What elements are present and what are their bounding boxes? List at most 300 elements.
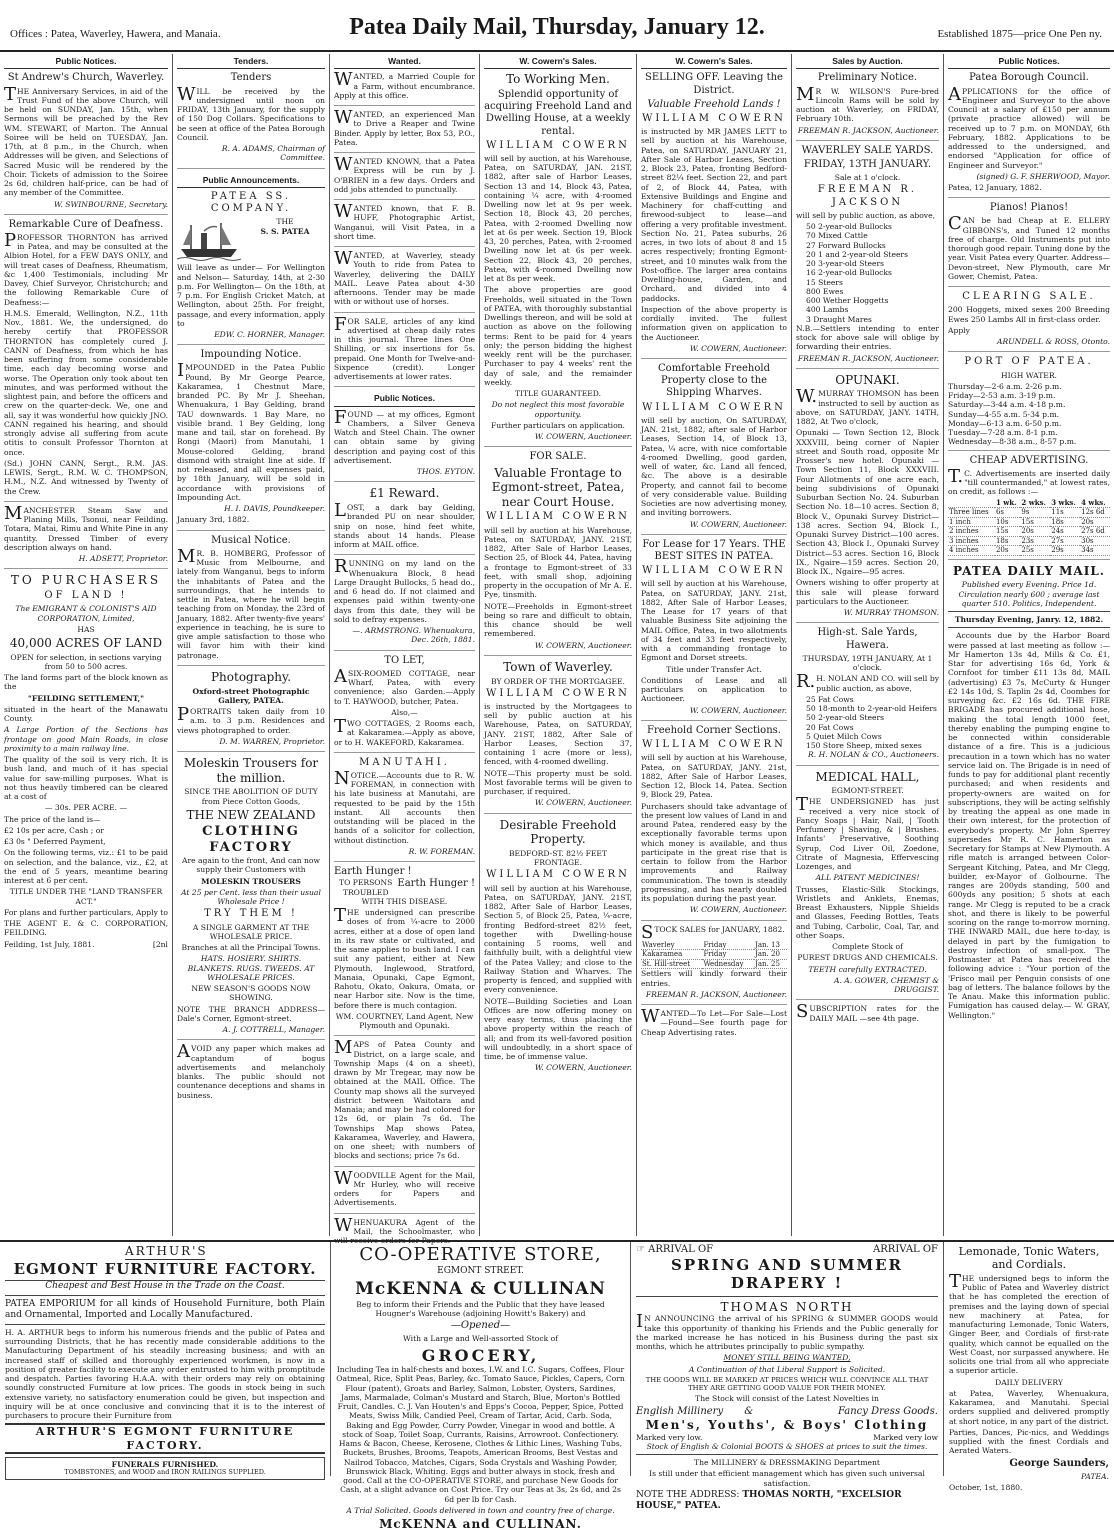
sale-body: is instructed by the Mortgagees to sell by public auction at his Warehouse, Patea, on SATURDAY, JANY. 21ST, 1882, After Sale of Harbor Leases, Section 37, containing 1 acre (more or less), fenced, with 4-roomed dwelling. (484, 701, 632, 767)
opunaki-title: OPUNAKI. (835, 372, 900, 387)
sale-body: will sell by auction at his Warehouse, Patea, on SATURDAY, JANY. 21ST, 1882, After Sale of Harbor Leases, Section 5, of Block 25, Patea, ¼-acre, fronting Bedford-street 82½ feet, together with Dwelling-house containing 5 rooms, well and faithfully built, with a delightful view of the Patea Valley; and close to the Railway Station and Wharves. The property is fenced, and supplied with every convenience. (484, 883, 632, 995)
church-signature: W. SWINBOURNE, Secretary. (53, 199, 168, 209)
wanted-4 (334, 201, 475, 247)
owners-note: Owners wishing to offer property at this sale will please forward particulars to the Auctioneer. (796, 578, 939, 606)
tide-line: Sunday—4-55 a.m. 5-34 p.m. (948, 409, 1060, 419)
valuable-freehold: Valuable Freehold Lands ! (647, 98, 781, 110)
sale-body: will sell by auction at his Warehouse, Patea, on SATURDAY, JANY. 21st, 1882, After Sale of Harbor Leases, Section 12, Block 14, Patea. Section 9, Block 29, Patea. (641, 753, 787, 800)
masthead-title: Patea Daily Mail, Thursday, January 12. (349, 14, 765, 40)
top-columns (0, 54, 1114, 1246)
table-cell: 20s (1020, 527, 1050, 537)
ship-the: THE (276, 217, 294, 227)
column-head: Sales by Auction. (796, 54, 939, 69)
purchasers-subtitle: OF LAND ! (44, 590, 128, 602)
maps-notice (334, 1037, 475, 1166)
trusses: Trusses, Elastic-Silk Stockings, Wristlets and Anklets, Enemas, Breast Exhausters, Nipple Shields and Glasses, Feeding Bottles, Teats and Tubing, Carbolic, Coal, Tar, and other Soaps. (796, 884, 939, 940)
nolan-signature: R. H. NOLAN & CO., Auctioneers. (808, 750, 939, 760)
feilding-code: [2nl (152, 939, 168, 949)
divider (5, 1324, 325, 1325)
emigrant-has: HAS (77, 624, 95, 634)
frj-body: will sell by public auction, as above, (796, 210, 936, 220)
table-cell: 6s (995, 508, 1020, 518)
table-cell: 10s (995, 517, 1020, 527)
for-sale-rates (334, 313, 475, 388)
cottage-body: ASIX-ROOMED COTTAGE, near Wharf, Patea, with every convenience; also Garden.—Apply to T. HAYWOOD, butcher, Patea. (334, 665, 475, 706)
marked-right: Marked very low (873, 1432, 938, 1442)
store-beg: Beg to inform their Friends and the Public that they have leased Hougner's Warehouse (adjoining Howitt's Bakery) and (356, 1299, 605, 1318)
masthead-established: Established 1875—price One Pen ny. (937, 28, 1102, 40)
public-notices-head: Public Notices. (334, 391, 475, 406)
auctioneer-name: WILLIAM COWERN (642, 112, 786, 124)
price-cash: £2 10s per acre, Cash ; or (4, 825, 104, 835)
auctioneer-name: WILLIAM COWERN (486, 511, 630, 523)
column-head: Public Notices. (4, 54, 168, 69)
clearing-sale-notice (948, 291, 1110, 352)
deafness-signed: (Sd.) JOHN CANN, Sergt., R.M. JAS. LEWIS, Sergt., R.M. W. C. THOMPSON, H.M., N.Z. And witnessed by Twenty of the Crew. (4, 458, 168, 496)
address: THOMAS NORTH, "EXCELSIOR HOUSE," PATEA. (636, 1489, 902, 1511)
fielding-settlement: "FEILDING SETTLEMENT," (27, 693, 145, 703)
auctioneer-name: WILLIAM COWERN (642, 739, 786, 751)
running-signature: —. ARMSTRONG. Whenuakura, Dec. 26th, 1881. (352, 626, 475, 645)
price-deferred: £3 0s " Deferred Payment, (4, 837, 106, 847)
tide-list (948, 382, 1110, 447)
preliminary-notice (796, 72, 939, 140)
church-body: THE Anniversary Services, in aid of the Trust Fund of the above Church, will be held on SUNDAY, Jan. 15th, when Sermons will be preached by the Rev WM. STEWART, of Marton. The Annual Soiree will be held on TUESDAY, Jan. 17th, at 8 p.m., in the Church, when Addresses will be given, and Selections of Sacred Music will be rendered by the Choir. Tickets of admission to the Soiree 2s 6d, children half-price, can be had of any member of the Committee. (4, 83, 168, 198)
table-cell: Jan. 25 (754, 959, 787, 969)
to-let-title: TO LET, (384, 654, 425, 666)
table-cell: 27s 6d (1080, 527, 1110, 537)
saunders-place: PATEA. (1081, 1471, 1109, 1481)
column-sales-by-auction (791, 54, 943, 1236)
arthur-body: H. A. ARTHUR begs to inform his numerous friends and the public of Patea and surrounding Districts, that he has recently made considerable additions to the Manufacturing Department of his steadily increasing business; and with an increased staff of skilled and thoroughly experienced workmen, is now in a position of greater facility to execute any order entrusted to him with promptitude and despatch. Parties favoring H.A.A. with their orders may rely on obtaining soundly constructed Furniture at low prices. The goods in stock being in such extensive variety, no satisfactory enumeration could be given, but inspection and inquiry will be at once conclusive and convincing that it is to the interest of purchasers to procure their Furniture from (5, 1327, 325, 1421)
photography-title: Photography. (210, 669, 292, 684)
impounding-body: IMPOUNDED in the Patea Public Pound, By Mr George Pearce, Kakaramea, 1 Chestnut Mare, branded PC. By Mr J. Sheehan, Whenuakura, 1 Bay Gelding, brand TAU downwards. 1 Bay Mare, no visible brand. 1 Bey Gelding, long mane and tail, star on forehead. By Rongi (Maori) from Manutahi, 1 Mouse-colored Gelding, brand dismond with straight line at side. If not released, and all expenses paid, by 18th January, will be sold in accordance with provisions of Impounding Act. (177, 360, 325, 502)
maps-body: MAPS of Patea County and District, on a large scale, and Township Maps (4 on a sheet), drawn by Mr Tregear, may now be obtained at the MAIL Office. The County map shows all the surveyed district between Waitotara and Manaia; and may be had colored for 12s 6d, or plain 7s 6d. The Townships Map shows Patea, Kakaramea, Waverley, and Hawera, on one sheet; with numbers of blocks and sections; price 7s 6d. (334, 1037, 475, 1161)
divider (636, 1454, 938, 1455)
cheap-adv-title: CHEAP ADVERTISING. (969, 454, 1089, 466)
divider (948, 611, 1110, 612)
working-men-title: To Working Men. (506, 72, 610, 87)
ship-name: S. S. PATEA (260, 226, 310, 236)
clearing-title: CLEARING SALE. (962, 291, 1096, 303)
high-water: HIGH WATER. (1001, 370, 1057, 380)
deafness-title: Remarkable Cure of Deafness. (8, 218, 164, 230)
stock-sales-table (641, 941, 787, 970)
working-men-sale (484, 72, 632, 447)
to-let-notice (334, 655, 475, 753)
table-cell: Three lines (948, 508, 995, 518)
ship-schedule: Will leave as under— For Wellington and Nelson— Saturday, 14th, at 2-30 p.m. For Wellington— On the 18th, at 7 p.m. For English Cricket Match, at Wellington, about 25th. For freight, passage, and every information, apply to (177, 263, 325, 328)
waverley-yards-title: WAVERLEY SALE YARDS. (801, 144, 934, 156)
continuation: A Continuation of that Liberal Support is Solicited. (688, 1364, 886, 1374)
thomson-body: W.MURRAY THOMSON has been instructed to sell by auction as above, on SATURDAY, JANY. 14TH, 1882, At Two o'clock, (796, 386, 939, 427)
moleskin-trousers: MOLESKIN TROUSERS (201, 876, 301, 886)
ad-cooperative-store (330, 1242, 630, 1532)
table-header-cell (948, 499, 995, 508)
avoid-notice (177, 1041, 325, 1105)
manager: A. J. COTTRELL, Manager. (222, 1025, 325, 1035)
land-purchasers-notice (4, 573, 168, 953)
cowern-signature: W. COWERN, Auctioneer. (534, 1063, 632, 1073)
lease-title: For Lease for 17 Years. THE BEST SITES IN PATEA. (642, 538, 786, 563)
found-signature: THOS. EYTON. (416, 467, 475, 477)
pdm-sub: Published every Evening. Price 1d. Circulation nearly 600 ; average last quarter 510. Politics, Independent. (958, 580, 1100, 608)
photography-signature: D. M. WARREN, Proprietor. (219, 736, 325, 746)
column-tenders (172, 54, 329, 1236)
auctioneer-name: WILLIAM COWERN (486, 869, 630, 881)
stock-line: 3 Draught Mares (806, 314, 872, 324)
for-sale-title: FOR SALE. (529, 451, 587, 463)
daily-mail-editorial (948, 564, 1110, 1025)
manutahi-title: MANUTAHI. (359, 756, 450, 768)
cowern-signature: W. COWERN, Auctioneer. (534, 432, 632, 442)
arundell-signature: ARUNDELL & ROSS, Otonto. (997, 337, 1110, 347)
feilding-date-text: Feilding, 1st July, 1881. (4, 939, 95, 949)
moleskin-sell: Are again to the front, And can now supply their Customers with (181, 856, 321, 875)
manutahi-signature: R. W. FOREMAN. (408, 846, 475, 856)
address-line (636, 1490, 938, 1512)
ad-lemonade (943, 1242, 1114, 1492)
stock-sales (641, 921, 787, 1006)
jackson-signature: FREEMAN R. JACKSON, Auctioneer. (645, 989, 787, 999)
sale-time: Sale at 1 o'clock. (834, 173, 901, 183)
soil-note: The quality of the soil is very rich. It is bush land, and much of it has special value for saw-milling purposes. What is not thus heavily timbered can be cleared at a cost of (4, 755, 168, 802)
moleskin-title: Moleskin Trousers for the million. (183, 756, 319, 785)
cowern-signature: W. COWERN, Auctioneer. (689, 905, 787, 915)
stock-line: 50 2-year-old Bullocks (806, 222, 892, 232)
earth-hunger-titles (334, 866, 475, 890)
auctioneer-name: WILLIAM COWERN (642, 565, 786, 577)
stock-line: 800 Ewes (806, 286, 844, 296)
auctioneer-name: WILLIAM COWERN (642, 401, 786, 413)
running-body: RUNNING on my land on the Whenuakura Block, 8 head Large Draught Bullocks, 5 head do., and 6 head do. If not claimed and expenses paid within twenty-one days from this date, they will be sold to defray expenses. (334, 556, 475, 624)
thursday-date: THURSDAY, 19TH JANUARY, At 1 o'clock. (802, 653, 933, 673)
port-notice (948, 356, 1110, 450)
sale-body: will sell by auction, On SATURDAY, JAN. 21st, 1882, after sale of Harbor Leases, Section 14, of Block 13, Patea, ¼ acre, with nice comfortable 4-roomed Dwelling, good garden, well of water, &c. Land all fenced, &c. The above is a desirable Property, and cannot fail to become of very considerable value. Building Societies are now advertising money, and inviting borrowers. (641, 415, 787, 518)
tenders-notice (177, 72, 325, 168)
wanted-let-notice (641, 1006, 787, 1042)
marked-line (636, 1433, 938, 1442)
corner-title: Freehold Corner Sections. (647, 724, 781, 736)
saunders-date: October, 1st, 1880. (949, 1483, 1023, 1492)
wanted-text: WANTED KNOWN, that a Patea Express will be run by J. O'BRIEN in a few days. Orders and odd jobs attended to punctually. (334, 154, 475, 194)
table-cell: 27s (1050, 536, 1080, 546)
table-cell: 23s (1020, 536, 1050, 546)
money-wanted: MONEY STILL BEING WANTED, (723, 1353, 851, 1363)
hand-icon: ☞ (636, 1244, 645, 1255)
clearing-apply: Apply (948, 325, 970, 335)
wanted-text: WANTED, at Waverley, steady Youth to ride from Patea to Waverley, delivering the DAILY MAIL. Leave Patea about 4-30 afternoons. Tender may be made with or without use of horses. (334, 248, 475, 307)
table-cell: 9s (1020, 508, 1050, 518)
table-cell: Friday (702, 950, 754, 960)
open-selection: OPEN for selection, in sections varying from 50 to 500 acres. (10, 652, 162, 671)
tide-line: Wednesday—8-38 a.m., 8-57 p.m. (948, 437, 1077, 447)
complete-stock: Complete Stock of (832, 942, 903, 952)
lease-sale (641, 539, 787, 721)
impounding-notice (177, 349, 325, 530)
masthead (0, 0, 1114, 52)
stock-line: 50 2-year-old Steers (806, 713, 885, 723)
column-head: W. Cowern's Sales. (641, 54, 787, 69)
purchasers-title: TO PURCHASERS (10, 573, 162, 588)
medical-hall-notice (796, 770, 939, 1001)
ship-company: PATEA SS. COMPANY. (210, 190, 292, 215)
boots-note: Stock of English & Colonial BOOTS & SHOES at prices to suit the times. (646, 1441, 928, 1451)
management-note: Is still under that efficient management which has given such universal satisfaction. (649, 1469, 925, 1488)
stock-list (796, 222, 939, 324)
comfortable-freehold-sale (641, 363, 787, 535)
cheapest: Cheapest and Best House in the Trade on the Coast. (45, 1280, 285, 1291)
title-act: TITLE UNDER THE "LAND TRANSFER ACT." (9, 887, 163, 906)
avoid-body: AVOID any paper which makes ad captandum of bogus advertisements and melancholy blanks. The public should not countenance deceptions and shams in business. (177, 1041, 325, 1100)
thomson-signature: W. MURRAY THOMSON. (843, 608, 939, 618)
store-name: CO-OPERATIVE STORE, (359, 1244, 602, 1265)
opunaki-sale (796, 373, 939, 624)
table-cell: Jan. 13 (754, 941, 787, 950)
woodville-body: WOODVILLE Agent for the Mail, Mr Hurley, who will receive orders for Papers and Advertisements. (334, 1167, 475, 1208)
found-body: FOUND — at my offices, Egmont Chambers, a Silver Geneva Watch and Steel Chain. The owner can obtain same by giving description and paying cost of this advertisement. (334, 406, 475, 465)
purest-drugs: PUREST DRUGS AND CHEMICALS. (797, 953, 938, 963)
factory-banner: EGMONT FURNITURE FACTORY. (5, 1260, 325, 1281)
port-title: PORT OF PATEA. (964, 356, 1094, 368)
moleskin-price: At 25 per Cent. less than their usual Wholesale Price ! (181, 887, 321, 907)
stock-sales-title: STOCK SALES for JANUARY, 1882. (641, 921, 785, 943)
tombstones: TOMBSTONES, and WOOD and IRON RAILINGS SUPPLIED. (64, 1468, 266, 1477)
council-title: Patea Borough Council. (969, 72, 1089, 84)
reward-title: £1 Reward. (369, 486, 440, 501)
daily-body: at Patea, Waverley, Whenuakura, Kakaramea, and Manutahi. Special orders supplied and delivered promptly at short notice, in any part of the district. (949, 1388, 1109, 1426)
lemonade-body: THE undersigned begs to inform the Public of Patea and Waverley district that he has completed the erection of premises and the laying down of special new machinery at Patea, for manufacturing Lemonade, Tonic Waters, Ginger Beer, and Cordials of first-rate quality, which cannot be equalled on the West Coast, nor surpassed anywhere. He solicits one trial from all who appreciate a superior article. (949, 1270, 1109, 1376)
table-header-cell: 2 wks. (1020, 499, 1050, 508)
goods-line (636, 1406, 938, 1418)
table-cell: 3 inches (948, 536, 995, 546)
found-notice (334, 406, 475, 483)
medical-body: THE UNDERSIGNED has just received a very nice stock of Fancy Soaps | Hair, Nail, | Tooth Perfumery | Shaving, & | Brushes. Infants' Preservative, Soothing Syrup, Cod Liver Oil, Zoedone, Citrate of Magnesia, Effervescing Lozenges, and (796, 794, 939, 872)
highst-title: High-st. Sale Yards, Hawera. (817, 627, 918, 651)
new-zealand: THE NEW ZEALAND (186, 807, 316, 822)
table-row (641, 959, 787, 969)
table-row (641, 941, 787, 950)
saunders-signature: George Saunders, (1009, 1457, 1109, 1469)
divider (5, 1295, 325, 1296)
ad-thomas-north (630, 1242, 943, 1511)
stock-line: 50 18-month to 2-year-old Heifers (806, 704, 937, 714)
per-acre: — 30s. PER ACRE. — (44, 803, 128, 813)
wanted-text: WANTED, a Married Couple for a Farm, without encumbrance. Apply at this office. (334, 69, 475, 100)
sale-body: is instructed by MR JAMES LETT to sell by auction at his Warehouse, Patea, on SATURDAY, JANUARY 21, After Sale of Harbor Leases, Section 2, Block 23, Patea, fronting Bedford-street 82¼ feet. Section 22, and part of 2, of Block 44, Patea, with Extensive Buildings and Engine and Machinery for chaff-cutting and firewood-subject to lease—and offering a very profitable investment. Section No. 21, Patea suburbs, 26 acres, in two lots of about 8 and 15 acres respectively; fronting Egmont-street, and 10 minutes walk from the Post-office. The larger area contains Dwelling-house, Garden, and Orchard, and divided into 4 paddocks. (641, 127, 787, 303)
divider (636, 1296, 938, 1297)
table-cell: 20s (1080, 517, 1110, 527)
table-row (948, 508, 1110, 518)
divider (948, 627, 1110, 628)
auctioneer-name: FREEMAN R. JACKSON (817, 184, 918, 208)
bottom-ads (0, 1240, 1114, 1532)
owners-names: McKENNA & CULLINAN (355, 1278, 606, 1299)
friday-date: FRIDAY, 13TH JANUARY. (803, 158, 932, 170)
impounding-title: Impounding Notice. (200, 349, 302, 361)
marked-left: Marked very low. (636, 1432, 703, 1442)
table-cell: 34s (1080, 546, 1110, 556)
ad-arthurs-furniture (0, 1242, 330, 1476)
emporium: PATEA EMPORIUM for all kinds of Household Furniture, both Plain and Ornamental, Imported and Locally Manufactured. (5, 1298, 325, 1320)
waverley-sale (484, 660, 632, 814)
editorial-body: Accounts due by the Harbor Board were passed at last meeting as follow :— Mr Hamerton 13s 4d, Mills & Co. £1, Star for advertising 16s 6d, York & Cornfoot for timber £11 13s 8d, MAIL (advertising) £3 7s, McCurty & Hunger £2 14s 10d, S. Taplin 2s 4d, Coombes for surveying &c. £2 16s 6d. THE FIRE BRIGADE has procured additional hose, making the total length 1000 feet, thereby enabling the pumping engine to be connected within considerable distance of a fire. This is a judicious precaution in a town which has no water service laid on. The Brigade is in need of funds to pay for additional plant recently purchased; and when residents and property-owners are waited on for subscriptions, they will be acting selfishly by treating the appeal as one made in their own interest, for the protection of everybody's property. Mr John Sperrey supersedes Mr R. C. Hamerton as Secretary for Stamps at New Plymouth. A rifle match is arranged between Color-Sergeant Kitching, Patea, and Mr Clegg, builder, ex-Mayor of Golbourne. The ranges are 200yds standing, 500 and 600yds any position; 5 shots at each range. Mr Clegg is reputed to be a crack shot, and there is likely to be powerful scoring on the range to-morrow morning. THE INWARD MAIL, due here to-day, is delayed in part by the fumigation to destroy infection of small-pox. The Postmaster at Patea has received the following advice : "Your portion of the 'Frisco mail per Penguin consists of one bag of letters. The balance follows by the Te Anau. Make this information public. Fumigation has caused delay.— W. GRAY, Wellington." (948, 631, 1110, 1020)
cowern-signature: W. COWERN, Auctioneer. (534, 798, 632, 808)
table-row (948, 546, 1110, 556)
grocery: GROCERY, (421, 1345, 540, 1365)
fancy-goods: Fancy Dress Goods. (838, 1405, 938, 1417)
auctioneer-name: WILLIAM COWERN (486, 139, 630, 151)
lost-body: LOST, a dark bay Gelding, branded PU on near shoulder, snip on nose, hind feet white, stands about 14 hands. Please inform at MAIL office. (334, 500, 475, 550)
pianos-notice (948, 202, 1110, 287)
table-row (948, 536, 1110, 546)
table-header-cell: 3 wks. (1050, 499, 1080, 508)
mortgagee-order: BY ORDER OF THE MORTGAGEE. (491, 676, 625, 686)
sale-body: will sell by auction at his Warehouse, Patea, on SATURDAY, JANY. 21ST, 1882, After Sale of Harbor Leases, Section 25, of Block 44, Patea, having a frontage to Egmont-street of 33 feet, with small shop, adjoining property in the occupation of Mr A. E. Pye, tinsmith. (484, 525, 632, 600)
branch-address: NOTE THE BRANCH ADDRESS— Dale's Corner, Egmont-street. (177, 1004, 325, 1023)
tide-line: Friday—2-53 a.m. 3-19 p.m. (948, 391, 1056, 401)
church-notice (4, 72, 168, 214)
funerals: FUNERALS FURNISHED. (111, 1460, 219, 1470)
tide-line: Tuesday—7-28 a.m. 8-1 p.m. (948, 428, 1058, 438)
table-cell: Waverley (641, 941, 702, 950)
impounding-signature: H. I. DAVIS, Poundkeeper. (224, 504, 325, 514)
ampersand: & (744, 1405, 754, 1417)
wilson-body: MR W. WILSON'S Pure-bred Lincoln Rams will be sold by auction at Waverley, on FRIDAY, February 10th. (796, 83, 939, 124)
payment-terms: On the following terms, viz.: £1 to be paid on selection, and the balance, viz., £2, at the end of 5 years, meantime bearing interest at 6 per cent. (4, 848, 168, 886)
nolan-body: R.H. NOLAN AND CO. will sell by public auction, as above, (796, 671, 939, 693)
tenders-title: Tenders (230, 72, 272, 84)
wanted-let-body: WANTED—To Let—For Sale—Lost—Found—See fourth page for Cheap Advertising rates. (641, 1006, 787, 1037)
english-millinery: English Millinery (636, 1405, 724, 1417)
wanted-1 (334, 69, 475, 106)
clothing-factory: CLOTHING FACTORY (202, 824, 300, 856)
table-cell: Friday (702, 941, 754, 950)
conditions: Conditions of Lease and all particulars on application to Auctioneer. (641, 675, 787, 704)
two-cottages-body: TWO COTTAGES, 2 Rooms each, at Kakaramea.—Apply as above, or to H. WAKEFORD, Kakaramea. (334, 716, 475, 747)
saw-mill-notice (4, 502, 168, 570)
running-notice (334, 556, 475, 650)
earth-hunger-title-2: Earth Hunger ! (397, 878, 475, 890)
stock-line: 400 Lambs (806, 305, 849, 315)
sale-note: Purchasers should take advantage of the present low values of Land in and around Patea, rendered easy by the exceptionally favorable terms upon which money is available, and thus participate in the great rise that is certain to follow from the Harbor improvements and Railway communication. The town is steadily progressing, and has nearly doubled its population during the past year. (641, 801, 787, 904)
medical-street: EGMONT-STREET. (831, 786, 904, 796)
stock-line: 25 Fat Cows (806, 694, 854, 704)
pdm-title: PATEA DAILY MAIL. (953, 563, 1105, 578)
stock-line: 70 Mixed Cattle (806, 231, 868, 241)
waverley-title: Town of Waverley. (503, 659, 613, 674)
jackson-signature: FREEMAN R. JACKSON, Auctioneer. (797, 353, 939, 363)
manutahi-body: NOTICE.—Accounts due to R. W. FOREMAN, in connection with his late business at Manutahi, are requested to be paid by the 15th instant. All accounts then outstanding will be placed in the hands of a solicitor for collection, without distinction. (334, 767, 475, 845)
single-garment: A SINGLE GARMENT AT THE WHOLESALE PRICE. (192, 922, 310, 941)
whenuakura-body: WHENUAKURA Agent of the Mail, the Schoolmaster, who will receive orders for Papers. (334, 1214, 475, 1246)
north-name: THOMAS NORTH (720, 1299, 854, 1314)
further-particulars: Further particulars on application. (491, 420, 625, 430)
apply-to: For plans and further particulars, Apply to (4, 907, 168, 917)
waverley-yards-sale (796, 145, 939, 369)
tide-line: Thursday—2-6 a.m. 2-26 p.m. (948, 381, 1062, 391)
stock-line: 16 2-year-old Bullocks (806, 268, 892, 278)
musical-title: Musical Notice. (211, 534, 291, 546)
sale-note: Inspection of the above property is cordially invited. The fullest information given on application to the Auctioneer. (641, 304, 787, 342)
emigrant-corp: The EMIGRANT & COLONIST'S AID CORPORATION, Limited, (15, 604, 157, 623)
lemonade-title: Lemonade, Tonic Waters, and Cordials. (958, 1245, 1100, 1272)
patent-medicines: ALL PATENT MEDICINES! (815, 873, 920, 883)
table-cell: 15s (995, 527, 1020, 537)
sale-body: will sell by auction at his Warehouse, Patea, on SATURDAY, JANY. 21st, 1882, After Sale of Harbor Leases, The Lease for 17 years of that valuable Business Site adjoining the MAIL Office, Patea, in two allotments of 34 feet and 33 feet respectively, with a commanding frontage to Egmont and Dorset streets. (641, 579, 787, 663)
sale-note: NOTE—Freeholds in Egmont-street being so rare and difficult to obtain, this chance should be well remembered. (484, 601, 632, 639)
ship-signature: EDW. C. HORNER, Manager. (214, 330, 325, 340)
table-cell: Jan. 20 (754, 950, 787, 960)
situated: situated in the heart of the Manawatu County. (4, 704, 168, 724)
borough-council-notice (948, 72, 1110, 198)
hawera-yards-sale (796, 627, 939, 765)
funerals-box (5, 1457, 325, 1480)
wanted-text: WANTED known, that F. B. HUFF, Photographic Artist, Wanganui, will Visit Patea, in a short time. (334, 201, 475, 241)
sale-note: NOTE—Building Societies and Loan Offices are now offering money on very easy terms, thus placing the above property within the reach of all; and from its well-favored position will undoubtedly, in a short space of time, be of immense value. (484, 996, 632, 1062)
spring-summer: SPRING AND SUMMER DRAPERY ! (671, 1256, 903, 1293)
store-footer: McKENNA and CULLINAN. (379, 1517, 582, 1532)
musical-notice (177, 535, 325, 666)
pdm-date: Thursday Evening, Janry. 12, 1882. (954, 615, 1104, 625)
parties: Parties, Dances, Pic-nics, and Weddings supplied with the finest Cordials and Aerated Waters. (949, 1427, 1109, 1456)
table-cell: 18s (995, 536, 1020, 546)
photography-gallery: Oxford-street Photographic Gallery, PATEA. (192, 686, 310, 705)
column-head: W. Cowern's Sales. (484, 54, 632, 69)
preliminary-title: Preliminary Notice. (817, 72, 918, 84)
table-cell: 18s (1050, 517, 1080, 527)
council-date: Patea, 12 January, 1882. (948, 183, 1042, 193)
nb-note: N.B.—Settlers intending to enter stock for above sale will oblige by forwarding their entries. (796, 323, 939, 352)
arthurs-name: ARTHUR'S (125, 1244, 208, 1258)
earth-hunger-notice (334, 866, 475, 1036)
moleskin-since: SINCE THE ABOLITION OF DUTY from Piece Cotton Goods, (184, 787, 318, 806)
column-public-notices-2 (943, 54, 1114, 1236)
store-street: EGMONT STREET. (437, 1265, 524, 1276)
selling-off-title: SELLING OFF. Leaving the District. (645, 72, 783, 96)
table-header-cell: 1 wk. (995, 499, 1020, 508)
medical-title: MEDICAL HALL, (815, 769, 920, 784)
photography-notice (177, 670, 325, 752)
feilding-date (4, 940, 168, 949)
council-signature: (signed) G. F. SHERWOOD, Mayor. (976, 171, 1110, 181)
sale-body: will sell by auction, at his Warehouse, Patea, on SATURDAY, JAN. 21ST, 1882, after sale of Harbor Leases, Section 13 and 14, Block 43, Patea, containing ¼ acre, with 4-roomed Dwelling now let at 9s per week. Section 18, Block 43, 20 perches, Patea, with 2-roomed Dwelling now let at 6s per week. Section 19, Block 43, 20 perches, Patea, with 2-roomed Dwelling now let at 6s per week. Section 22, Block 43, 20 perches, Patea, with 4-roomed Dwelling now let at 8s per week. (484, 153, 632, 284)
stock-line: 20 Fat Cows (806, 722, 854, 732)
rates-table (948, 499, 1110, 556)
stock-list (796, 695, 939, 751)
stock-line: 20 3-year-old Steers (806, 259, 885, 269)
table-row (641, 950, 787, 960)
deafness-letter: H.M.S. Emerald, Wellington, N.Z., 11th Nov., 1881. We, the undersigned, do hereby certify that PROFESSOR THORNTON has completely cured J. CANN of Deafness, from which he has been suffering from some considerable time, each day becoming worse and worse. The Operation only took about ten minutes, and was performed without the slightest pain, and before the officers and crew on the quarter-deck. We, one and all, say it was wonderful how quickly JNO. CANN regained his hearing, and should strongly advise all suffering from acute otitis to consult Professor Thornton at once. (4, 308, 168, 457)
column-public-notices-1 (0, 54, 172, 1236)
pianos-body: CAN be had Cheap at E. ELLERY GIBBONS's, and Tuned 12 months free of charge. Old Instruments put into thorough good repair. Tuning done by the year. Visit Patea every Quarter. Address—Devon-street, New Plymouth, care Mr Gower, Chemist, Patea. (948, 213, 1110, 281)
tenders-body: WILL be received by the undersigned until noon on FRIDAY, 13th January, for the supply of 150 Dog Collars. Specifications to be seen at office of the Patea Borough Council. (177, 83, 325, 142)
tenders-signature: R. A. ADAMS, Chairman of Committee. (221, 144, 325, 163)
photography-body: PORTRAITS taken daily from 10 a.m. to 3 p.m. Residences and views photographed to order. (177, 704, 325, 735)
settlers-note: Settlers will kindly forward their entries. (641, 969, 787, 988)
ship-notice (177, 191, 325, 345)
manutahi-notice (334, 757, 475, 862)
acres-headline: 40,000 ACRES OF LAND (9, 636, 163, 651)
daily-delivery: DAILY DELIVERY (995, 1377, 1063, 1387)
earth-hunger-body: THE undersigned can prescribe doses of from ¼-acre to 2000 acres, either at a dose of open land in its raw state or cultivated, and the same applies to bush land. I can suit any patient, either at New Plymouth, Inglewood, Stratford, Manaia, Opunaki, Cape Egmont, Rahotu, Okato, Oakura, Omata, or near Harbor site. Now is the time, before there is much contagion. (334, 905, 475, 1010)
store-opened: —Opened— (450, 1320, 511, 1332)
try-them: TRY THEM ! (204, 908, 298, 920)
store-with: With a Large and Well-assorted Stock of (403, 1334, 558, 1344)
stock-line: 20 1 and 2-year-old Steers (806, 249, 908, 259)
auctioneer-name: WILLIAM COWERN (486, 687, 630, 699)
deafness-body: PROFESSOR THORNTON has arrived in Patea, and may be consulted at the Albion Hotel, for a FEW DAYS ONLY, and will treat cases of Deafness, Rheumatism, &c 1,400 Testimonials, including Mr Davey, Chief Surveyor, Christchurch; and the following Remarkable Cure of Deafness:— (4, 229, 168, 307)
